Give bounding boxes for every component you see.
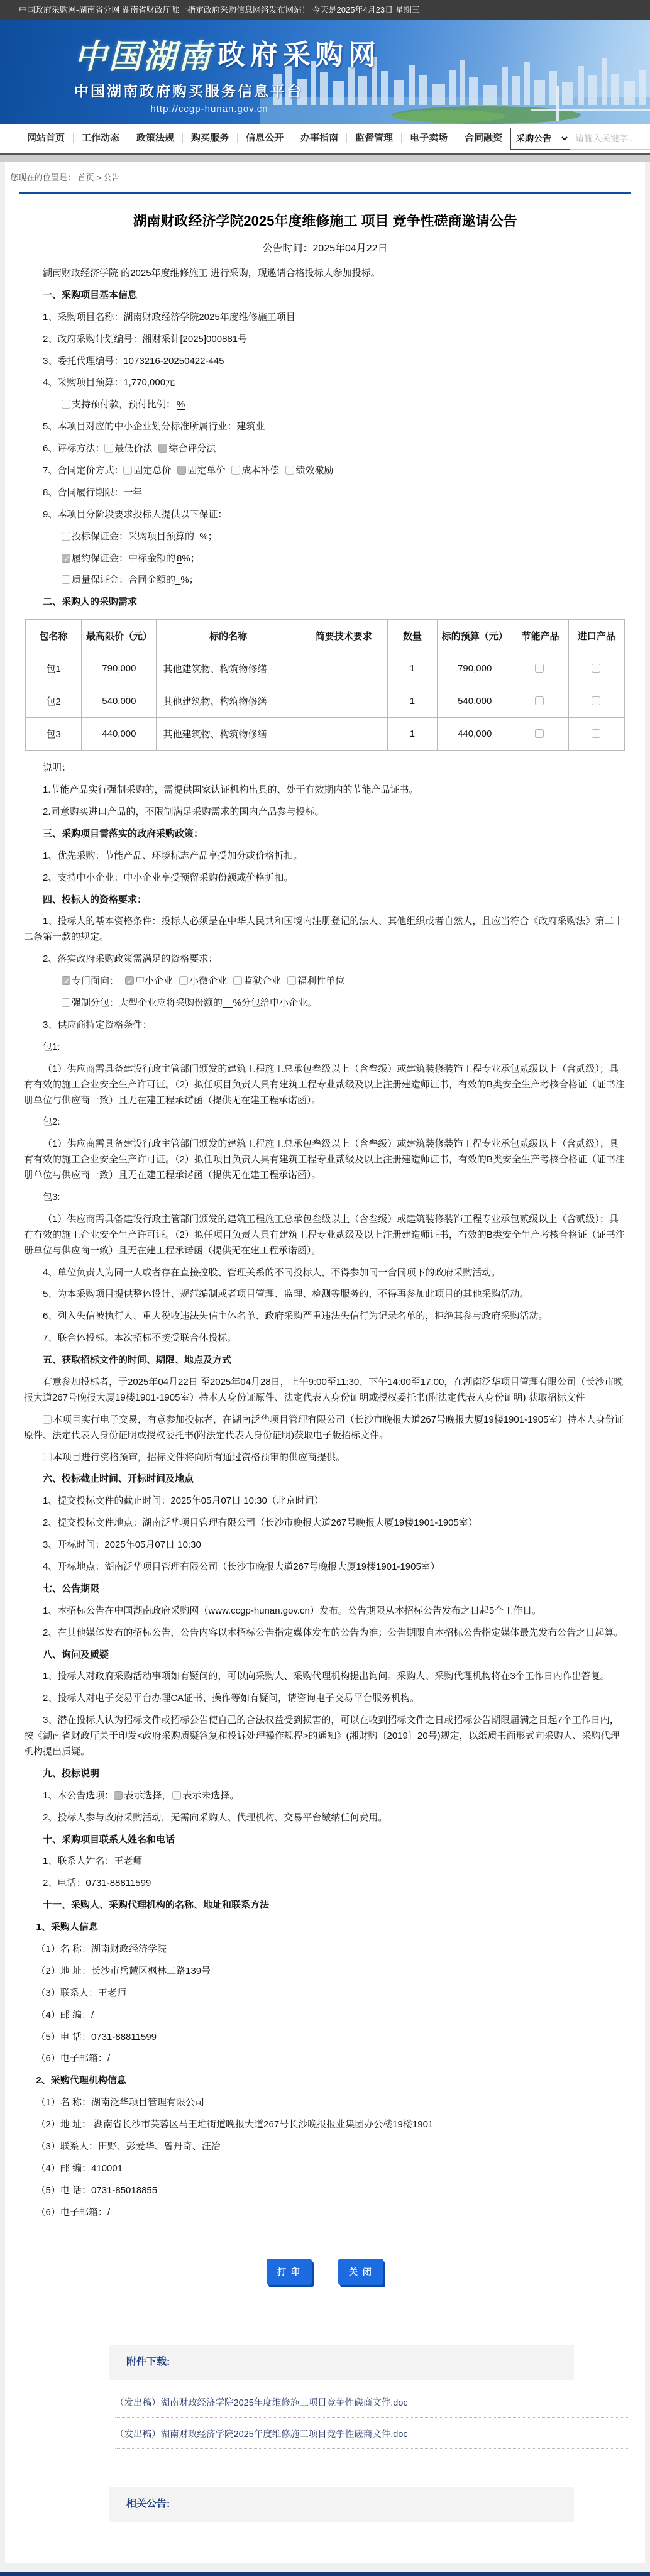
checkbox-icon bbox=[172, 1791, 181, 1800]
topbar-text: 中国政府采购网-湖南省分网 湖南省财政厅唯一指定政府采购信息网络发布网站！ 今天是2025年4月23日 星期三 bbox=[19, 5, 420, 14]
checkbox-icon bbox=[285, 466, 294, 475]
checkbox-icon bbox=[62, 554, 70, 563]
checkbox-icon bbox=[125, 976, 134, 985]
para: 1、提交投标文件的截止时间：2025年05月07日 10:30（北京时间） bbox=[43, 1495, 324, 1507]
related-section bbox=[24, 2487, 626, 2538]
para: （4）邮 编：/ bbox=[36, 2009, 94, 2020]
section-9-heading: 九、投标说明 bbox=[43, 1768, 100, 1779]
para: 5、为本采购项目提供整体设计、规范编制或者项目管理、监理、检测等服务的，不得再参加此项目的其他采购活动。 bbox=[43, 1289, 529, 1300]
para: 3、潜在投标人认为招标文件或招标公告使自己的合法权益受到损害的，可以在收到招标文件之日或招标公告期限届满之日起7个工作日内，按《湖南省财政厅关于印发<政府采购质疑答复和投诉处理操作规程>的通知》(湘财购〔2019〕20号)规定，以纸质书面形式向采购人、采购代理机构提出质疑。 bbox=[24, 1715, 620, 1757]
publish-time: 公告时间：2025年04月22日 bbox=[262, 243, 388, 254]
para: 8、合同履行期限：一年 bbox=[43, 487, 143, 498]
nav-separator bbox=[0, 155, 650, 162]
nav-item-supervision[interactable]: 监督管理 bbox=[347, 133, 402, 143]
announcement bbox=[19, 192, 631, 2545]
col-header: 简要技术要求 bbox=[300, 620, 387, 652]
checkbox-icon bbox=[231, 466, 240, 475]
para: （1）供应商需具备建设行政主管部门颁发的建筑工程施工总承包叁级以上（含叁级）或建筑装修装饰工程专业承包贰级以上（含贰级）；具有有效的施工企业安全生产许可证。（2）拟任项目负责人具有建筑工程专业贰级及以上注册建造师证书，有效的B类安全生产考核合格证（证书注册单位与供应商一致）且无在建工程承诺函（提供无在建工程承诺函）。 bbox=[24, 1138, 625, 1181]
para: 1、投标人的基本资格条件：投标人必须是在中华人民共和国境内注册登记的法人、其他组织或者自然人，且应当符合《政府采购法》第二十二条第一款的规定。 bbox=[24, 916, 624, 943]
attachments-list bbox=[115, 2386, 629, 2449]
intro-paragraph: 湖南财政经济学院 的2025年度维修施工 进行采购，现邀请合格投标人参加投标。 bbox=[43, 268, 380, 278]
checkbox-icon bbox=[114, 1791, 123, 1800]
package-label: 包1: bbox=[43, 1041, 60, 1052]
section-6-heading: 六、投标截止时间、开标时间及地点 bbox=[43, 1473, 194, 1485]
para: （1）名 称：湖南泛华项目管理有限公司 bbox=[36, 2097, 205, 2108]
col-header: 数量 bbox=[387, 620, 437, 652]
table-row: 包2 540,000 其他建筑物、构筑物修缮 1 540,000 bbox=[26, 685, 625, 718]
para: 1、采购项目名称：湖南财政经济学院2025年度维修施工项目 bbox=[43, 311, 295, 322]
para: 3、供应商特定资格条件： bbox=[43, 1019, 152, 1030]
checkbox-icon bbox=[62, 575, 70, 584]
site-banner bbox=[0, 20, 650, 124]
para: 2、落实政府采购政策需满足的资格要求： bbox=[43, 954, 218, 965]
para: （6）电子邮箱：/ bbox=[36, 2053, 111, 2064]
para: 4、单位负责人为同一人或者存在直接控股、管理关系的不同投标人，不得参加同一合同项下的政府采购活动。 bbox=[43, 1267, 501, 1278]
col-header: 节能产品 bbox=[512, 620, 568, 652]
para: 2、投标人对电子交易平台办理CA证书、操作等如有疑问，请咨询电子交易平台服务机构。 bbox=[43, 1693, 420, 1704]
nav-item-home[interactable]: 网站首页 bbox=[19, 133, 74, 143]
para: （2）地 址：长沙市岳麓区枫林二路139号 bbox=[36, 1965, 211, 1976]
para: 4、采购项目预算：1,770,000元 bbox=[43, 377, 175, 388]
col-header: 标的预算（元） bbox=[438, 620, 512, 652]
para: 5、本项目对应的中小企业划分标准所属行业：建筑业 bbox=[43, 421, 265, 432]
para: 1、本招标公告在中国湖南政府采购网（www.ccgp-hunan.gov.cn）发布。公告期限从本招标公告发布之日起5个工作日。 bbox=[43, 1605, 542, 1616]
para: （1）供应商需具备建设行政主管部门颁发的建筑工程施工总承包叁级以上（含叁级）或建筑装修装饰工程专业承包贰级以上（含贰级）；具有有效的施工企业安全生产许可证。（2）拟任项目负责人具有建筑工程专业贰级及以上注册建造师证书，有效的B类安全生产考核合格证（证书注册单位与供应商一致）且无在建工程承诺函（提供无在建工程承诺函）。 bbox=[24, 1213, 625, 1256]
nav-item-purchase-service[interactable]: 购买服务 bbox=[183, 133, 238, 143]
section-8-heading: 八、询问及质疑 bbox=[43, 1649, 109, 1660]
para: （1）名 称：湖南财政经济学院 bbox=[36, 1944, 167, 1955]
para: 2、在其他媒体发布的招标公告，公告内容以本招标公告指定媒体发布的公告为准；公告期限自本招标公告指定媒体最先发布公告之日起算。 bbox=[43, 1627, 624, 1638]
checkbox-icon bbox=[179, 976, 188, 985]
breadcrumb bbox=[5, 162, 645, 192]
checkbox-icon bbox=[592, 664, 600, 673]
topbar bbox=[0, 0, 650, 20]
option-etrade: 本项目实行电子交易，有意参加投标者，在湖南泛华项目管理有限公司（长沙市晚报大道267号晚报大厦19楼1901-1905室）持本人身份证原件、法定代表人身份证明或授权委托书(附法定代表人身份证明)获取电子版招标文件。 bbox=[24, 1414, 624, 1441]
nav-item-contract-finance[interactable]: 合同融资 bbox=[465, 133, 503, 143]
logo-brand: 政府采购网 bbox=[218, 40, 382, 70]
section-2-heading: 二、采购人的采购需求 bbox=[43, 597, 138, 608]
para: （6）电子邮箱：/ bbox=[36, 2206, 111, 2218]
option-subcontract: 强制分包：大型企业应将采购份额的__%分包给中小企业。 bbox=[24, 996, 626, 1011]
option-quality-bond: 质量保证金：合同金额的_%； bbox=[24, 573, 626, 588]
checkbox-icon bbox=[104, 444, 113, 453]
related-title: 相关公告: bbox=[109, 2487, 574, 2522]
nav-item-info-disclosure[interactable]: 信息公开 bbox=[238, 133, 292, 143]
section-10-heading: 十、采购项目联系人姓名和电话 bbox=[43, 1834, 175, 1845]
para-consortium: 7、联合体投标。本次招标不接受联合体投标。 bbox=[43, 1333, 237, 1344]
package-label: 包2: bbox=[43, 1116, 60, 1128]
attachments-section bbox=[24, 2345, 626, 2449]
checkbox-icon bbox=[158, 444, 167, 453]
table-header-row bbox=[26, 620, 625, 652]
breadcrumb-current[interactable]: 公告 bbox=[103, 173, 120, 182]
section-1-heading: 一、采购项目基本信息 bbox=[43, 289, 138, 300]
para: （3）联系人：王老师 bbox=[36, 1987, 126, 1998]
breadcrumb-separator: > bbox=[96, 173, 101, 182]
requirements-table bbox=[25, 619, 625, 751]
section-5-heading: 五、获取招标文件的时间、期限、地点及方式 bbox=[43, 1355, 232, 1366]
content bbox=[5, 162, 645, 2563]
section-4-heading: 四、投标人的资格要求： bbox=[43, 894, 147, 905]
option-legend: 1、本公告选项： ✓ 表示选择， 表示未选择。 bbox=[24, 1788, 626, 1804]
site-logo bbox=[0, 20, 402, 114]
checkbox-icon bbox=[62, 976, 70, 985]
para: 3、开标时间：2025年05月07日 10:30 bbox=[43, 1539, 201, 1551]
section-7-heading: 七、公告期限 bbox=[43, 1583, 100, 1594]
action-buttons bbox=[24, 2259, 626, 2285]
option-pricing: 7、合同定价方式： 固定总价 ✓ 固定单价 成本补偿 绩效激励 bbox=[24, 463, 626, 479]
col-header: 包名称 bbox=[26, 620, 82, 652]
col-header: 最高限价（元） bbox=[82, 620, 157, 652]
para: 2、电话：0731-88811599 bbox=[43, 1878, 151, 1889]
option-prepay: 支持预付款，预付比例： % bbox=[24, 397, 626, 413]
page-title: 湖南财政经济学院2025年度维修施工 项目 竞争性磋商邀请公告 bbox=[133, 213, 517, 229]
breadcrumb-home-link[interactable]: 首页 bbox=[77, 173, 94, 182]
agency-info-heading: 2、采购代理机构信息 bbox=[36, 2075, 126, 2086]
main-nav bbox=[0, 124, 650, 155]
logo-calligraphy: 中国湖南 bbox=[74, 39, 213, 75]
footer-bar bbox=[0, 2572, 650, 2576]
checkbox-icon bbox=[62, 400, 70, 409]
col-header: 标的名称 bbox=[157, 620, 300, 652]
checkbox-icon bbox=[535, 664, 544, 673]
package-label: 包3: bbox=[43, 1191, 60, 1203]
para: 2、支持中小企业：中小企业享受预留采购份额或价格折扣。 bbox=[43, 872, 294, 883]
para: 1、投标人对政府采购活动事项如有疑问的，可以向采购人、采购代理机构提出询问。采购人、采购代理机构将在3个工作日内作出答复。 bbox=[43, 1671, 610, 1682]
option-targeted: ✓专门面向： ✓ 中小企业 小微企业 监狱企业 福利性单位 bbox=[24, 974, 626, 989]
para: （3）联系人：田野、彭爱华、曾丹奇、汪冶 bbox=[36, 2141, 221, 2152]
para: 2、政府采购计划编号：湘财采计[2025]000881号 bbox=[43, 333, 248, 344]
para: 9、本项目分阶段要求投标人提供以下保证： bbox=[43, 509, 228, 520]
para: （5）电 话：0731-88811599 bbox=[36, 2031, 157, 2042]
search-box bbox=[510, 128, 650, 150]
para: 1、联系人姓名：王老师 bbox=[43, 1856, 143, 1867]
section-11-heading: 十一、采购人、采购代理机构的名称、地址和联系方法 bbox=[43, 1900, 270, 1911]
nav-item-guide[interactable]: 办事指南 bbox=[292, 133, 347, 143]
para: 4、开标地点：湖南泛华项目管理有限公司（长沙市晚报大道267号晚报大厦19楼1901-1905室） bbox=[43, 1561, 440, 1572]
table-row: 包3 440,000 其他建筑物、构筑物修缮 1 440,000 bbox=[26, 718, 625, 751]
close-button[interactable]: 关 闭 bbox=[338, 2259, 383, 2285]
checkbox-icon bbox=[592, 729, 600, 738]
print-button[interactable]: 打 印 bbox=[267, 2259, 312, 2285]
table-row: 包1 790,000 其他建筑物、构筑物修缮 1 790,000 bbox=[26, 652, 625, 685]
para: （1）供应商需具备建设行政主管部门颁发的建筑工程施工总承包叁级以上（含叁级）或建筑装修装饰工程专业承包贰级以上（含贰级）；具有有效的施工企业安全生产许可证。（2）拟任项目负责人具有建筑工程专业贰级及以上注册建造师证书，有效的B类安全生产考核合格证（证书注册单位与供应商一致）且无在建工程承诺函（提供无在建工程承诺函）。 bbox=[24, 1063, 625, 1106]
checkbox-icon bbox=[43, 1415, 52, 1424]
para: （4）邮 编：410001 bbox=[36, 2162, 123, 2174]
search-input[interactable] bbox=[570, 128, 650, 150]
para: 2、投标人参与政府采购活动，无需向采购人、代理机构、交易平台缴纳任何费用。 bbox=[43, 1812, 388, 1823]
attachments-title: 附件下载: bbox=[109, 2345, 574, 2380]
checkbox-icon bbox=[177, 466, 186, 475]
nav-item-e-mall[interactable]: 电子卖场 bbox=[402, 133, 456, 143]
checkbox-icon bbox=[43, 1453, 52, 1461]
col-header: 进口产品 bbox=[568, 620, 624, 652]
option-performance-bond: ✓履约保证金：中标金额的 8%； bbox=[24, 551, 626, 567]
section-3-heading: 三、采购项目需落实的政府采购政策： bbox=[43, 828, 204, 839]
checkbox-icon bbox=[592, 696, 600, 705]
nav-list bbox=[19, 133, 510, 143]
attachment-link[interactable]: （发出稿）湖南财政经济学院2025年度维修施工项目竞争性磋商文件.doc bbox=[115, 2386, 629, 2418]
para: 1、优先采购：节能产品、环境标志产品享受加分或价格折扣。 bbox=[43, 850, 303, 861]
buyer-info-heading: 1、采购人信息 bbox=[36, 1922, 98, 1933]
checkbox-icon bbox=[62, 532, 70, 541]
banner-subtitle: 中国湖南政府购买服务信息平台 bbox=[74, 83, 303, 99]
option-eval-method: 6、评标方法： 最低价法 ✓ 综合评分法 bbox=[24, 441, 626, 457]
checkbox-icon bbox=[62, 998, 70, 1007]
option-bid-bond: 投标保证金：采购项目预算的_%； bbox=[24, 529, 626, 545]
table-note-label: 说明： bbox=[43, 762, 72, 774]
para: 2.同意购买进口产品的，不限制满足采购需求的国内产品参与投标。 bbox=[43, 806, 324, 818]
checkbox-icon bbox=[233, 976, 242, 985]
checkbox-icon bbox=[123, 466, 132, 475]
checkbox-icon bbox=[535, 696, 544, 705]
search-category-select[interactable] bbox=[510, 128, 570, 150]
option-prequal: 本项目进行资格预审，招标文件将向所有通过资格预审的供应商提供。 bbox=[24, 1450, 626, 1466]
para: 2、提交投标文件地点：湖南泛华项目管理有限公司（长沙市晚报大道267号晚报大厦19楼1901-1905室） bbox=[43, 1517, 478, 1529]
checkbox-icon bbox=[535, 729, 544, 738]
nav-item-work-news[interactable]: 工作动态 bbox=[74, 133, 128, 143]
para: 1.节能产品实行强制采购的，需提供国家认证机构出具的、处于有效期内的节能产品证书。 bbox=[43, 784, 419, 796]
nav-item-policies[interactable]: 政策法规 bbox=[128, 133, 183, 143]
breadcrumb-label: 您现在的位置是： bbox=[10, 173, 76, 182]
checkbox-icon bbox=[287, 976, 296, 985]
para: 6、列入失信被执行人、重大税收违法失信主体名单、政府采购严重违法失信行为记录名单的，拒绝其参与政府采购活动。 bbox=[43, 1311, 548, 1322]
para: （2）地 址： 湖南省长沙市芙蓉区马王堆街道晚报大道267号长沙晚报报业集团办公楼19楼1901 bbox=[36, 2119, 434, 2130]
attachment-link[interactable]: （发出稿）湖南财政经济学院2025年度维修施工项目竞争性磋商文件.doc bbox=[115, 2418, 629, 2449]
para: 3、委托代理编号：1073216-20250422-445 bbox=[43, 355, 224, 366]
banner-url: http://ccgp-hunan.gov.cn bbox=[150, 104, 268, 114]
para: （5）电 话：0731-85018855 bbox=[36, 2184, 158, 2196]
para: 有意参加投标者，于2025年04月22日 至2025年04月28日，上午9:00至11:30、下午14:00至17:00，在湖南泛华项目管理有限公司（长沙市晚报大道267号晚报大厦19楼1901-1905室）持本人身份证原件、法定代表人身份证明或授权委托书(附法定代表人身份证明) 获取招标文件 bbox=[24, 1376, 624, 1403]
